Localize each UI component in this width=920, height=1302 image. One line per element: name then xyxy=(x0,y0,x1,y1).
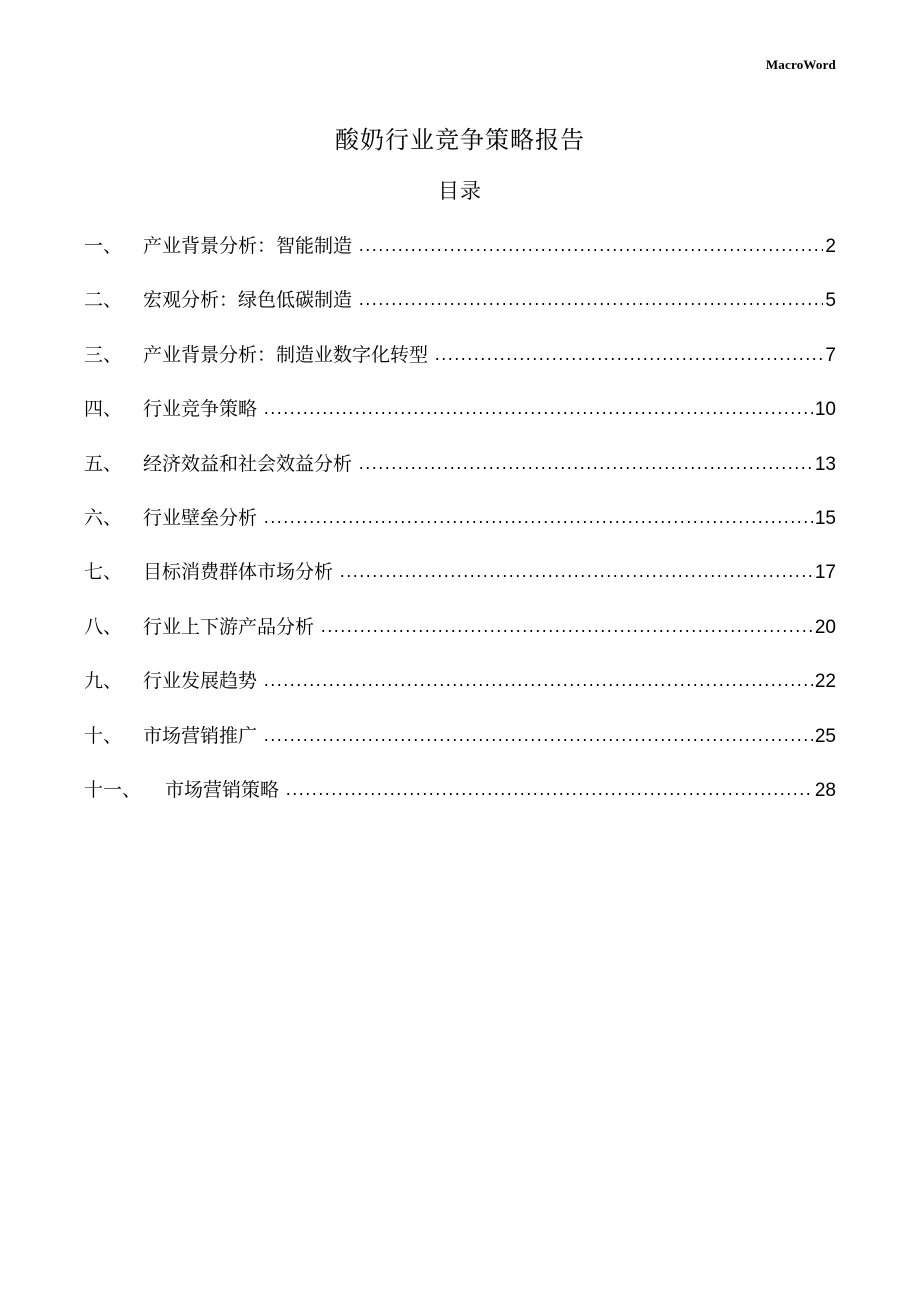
toc-entry-number: 九、 xyxy=(84,670,123,693)
toc-entry-number: 三、 xyxy=(84,343,123,366)
toc-entry-page: 25 xyxy=(814,725,836,747)
toc-entry-title: 行业壁垒分析 xyxy=(143,506,258,529)
toc-dot-leader xyxy=(339,556,815,578)
toc-entry-number: 十一、 xyxy=(84,778,142,801)
toc-dot-leader xyxy=(263,720,815,742)
toc-dot-leader xyxy=(358,284,825,306)
toc-entry-number: 四、 xyxy=(84,398,123,421)
toc-dot-leader xyxy=(263,502,815,524)
toc-entry-4[interactable] xyxy=(84,393,836,447)
toc-entry-title: 行业上下游产品分析 xyxy=(143,615,315,638)
toc-entry-8[interactable] xyxy=(84,611,836,665)
document-title: 酸奶行业竞争策略报告 xyxy=(335,126,585,154)
toc-entry-title: 行业发展趋势 xyxy=(143,670,258,693)
toc-entry-page: 2 xyxy=(825,236,836,257)
toc-entry-title: 宏观分析：绿色低碳制造 xyxy=(143,289,353,312)
toc-entry-3[interactable] xyxy=(84,339,836,393)
toc-entry-page: 15 xyxy=(814,507,836,529)
toc-entry-page: 17 xyxy=(814,562,836,584)
toc-dot-leader xyxy=(285,774,815,796)
toc-entry-7[interactable] xyxy=(84,556,836,610)
toc-dot-leader xyxy=(358,448,815,470)
toc-entry-number: 五、 xyxy=(84,452,123,475)
toc-entry-number: 七、 xyxy=(84,561,123,584)
toc-entry-page: 5 xyxy=(825,290,836,312)
toc-entry-title: 市场营销推广 xyxy=(143,724,258,747)
toc-dot-leader xyxy=(358,230,825,252)
toc-entry-title: 经济效益和社会效益分析 xyxy=(143,452,353,475)
toc-entry-2[interactable] xyxy=(84,284,836,338)
toc-entry-page: 20 xyxy=(814,616,836,638)
toc-dot-leader xyxy=(320,611,815,633)
toc-entry-page: 10 xyxy=(814,399,836,421)
toc-entry-title: 产业背景分析：智能制造 xyxy=(143,235,353,257)
toc-entry-number: 八、 xyxy=(84,615,123,638)
toc-entry-page: 7 xyxy=(825,344,836,366)
toc-entry-10[interactable] xyxy=(84,720,836,774)
toc-entry-title: 产业背景分析：制造业数字化转型 xyxy=(143,343,429,366)
toc-entry-1[interactable] xyxy=(84,230,836,284)
toc-entry-number: 一、 xyxy=(84,235,123,257)
toc-entry-page: 28 xyxy=(814,779,836,801)
table-of-contents xyxy=(84,230,836,828)
toc-entry-5[interactable] xyxy=(84,448,836,502)
toc-entry-number: 六、 xyxy=(84,506,123,529)
toc-entry-page: 13 xyxy=(814,453,836,475)
toc-heading: 目录 xyxy=(438,179,482,203)
toc-dot-leader xyxy=(434,339,825,361)
toc-entry-number: 二、 xyxy=(84,289,123,312)
toc-entry-title: 行业竞争策略 xyxy=(143,398,258,421)
toc-entry-11[interactable] xyxy=(84,774,836,828)
toc-dot-leader xyxy=(263,393,815,415)
toc-dot-leader xyxy=(263,665,815,687)
toc-entry-9[interactable] xyxy=(84,665,836,719)
header-brand: MacroWord xyxy=(765,57,836,72)
toc-entry-6[interactable] xyxy=(84,502,836,556)
toc-entry-number: 十、 xyxy=(84,724,123,747)
toc-entry-page: 22 xyxy=(814,671,836,693)
toc-entry-title: 目标消费群体市场分析 xyxy=(143,561,334,584)
toc-entry-title: 市场营销策略 xyxy=(165,778,280,801)
